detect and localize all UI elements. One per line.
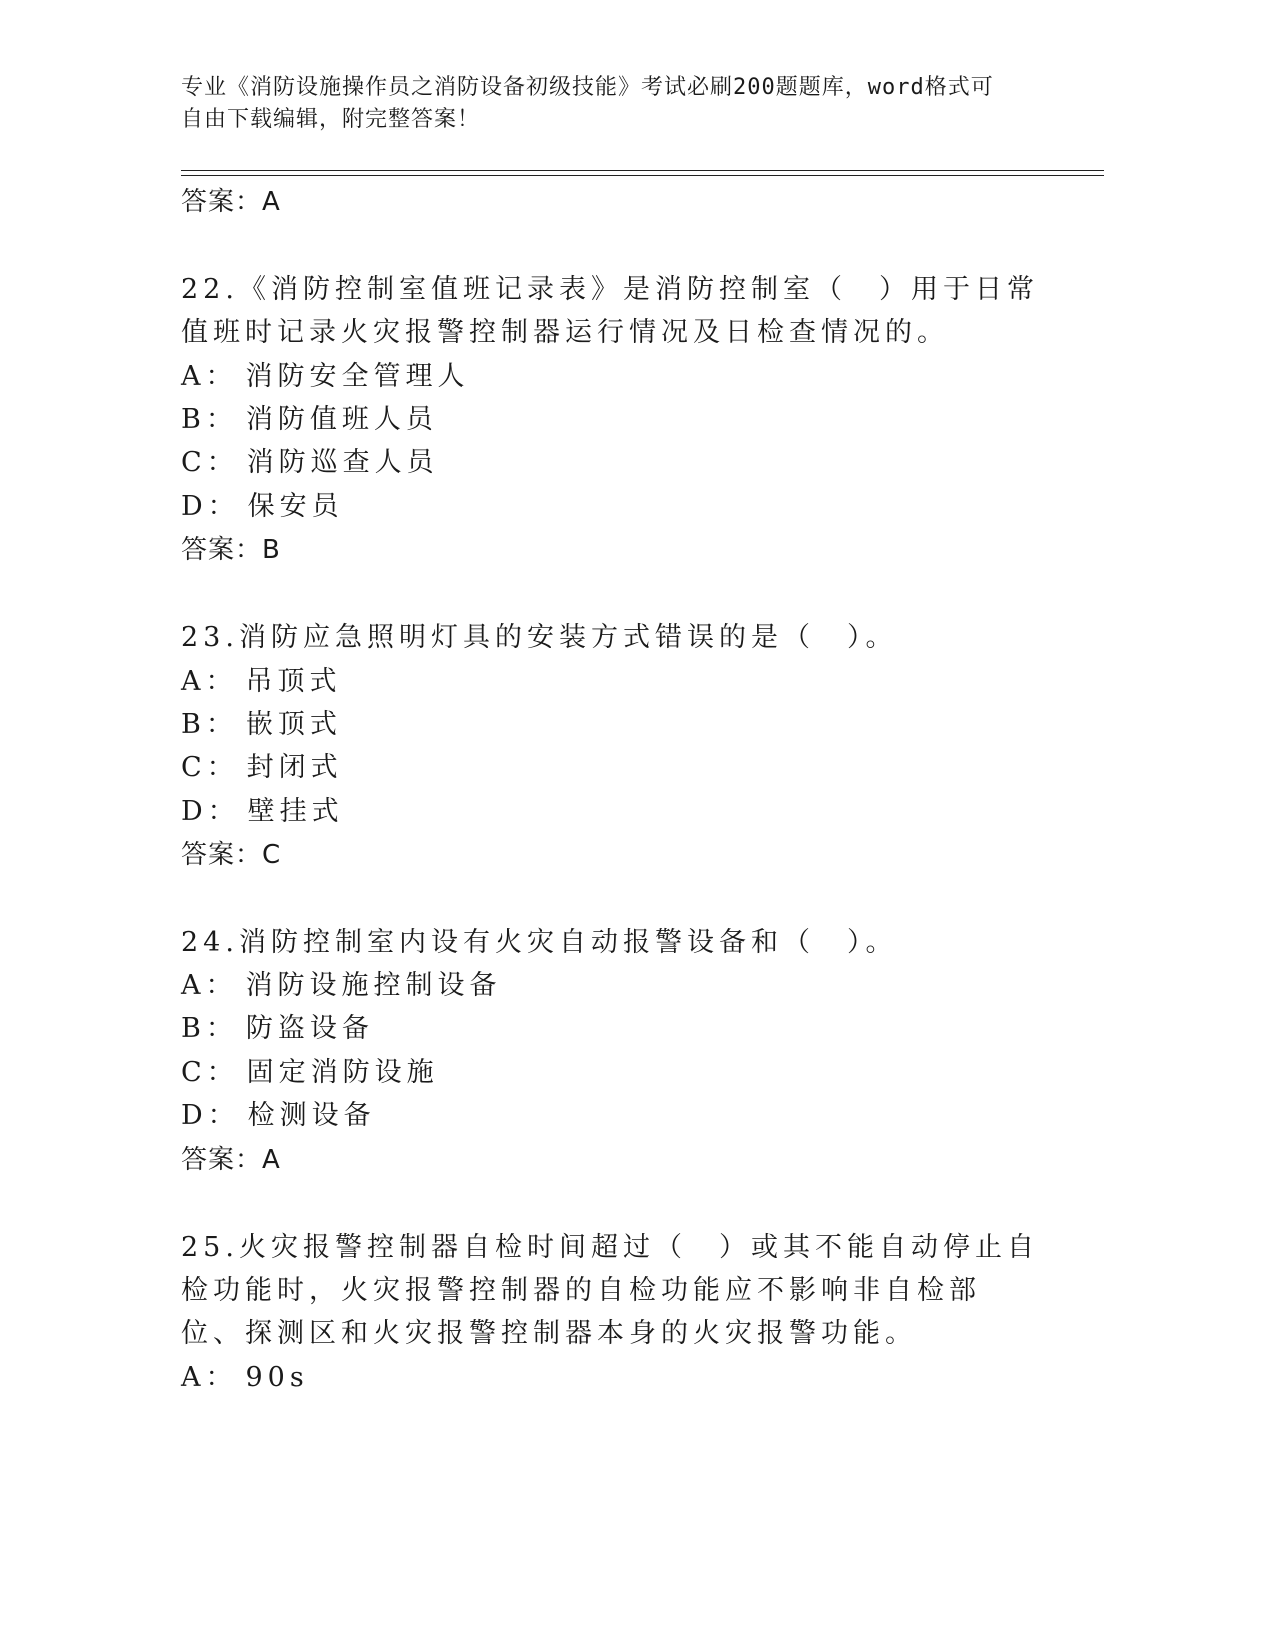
answer-q22: 答案：B (181, 535, 281, 565)
question-23-option-b[interactable] (181, 709, 342, 741)
question-22-option-c[interactable] (181, 447, 439, 479)
question-23-text: 23.消防应急照明灯具的安装方式错误的是（ ）。 (181, 622, 898, 653)
question-23-option-c[interactable] (181, 752, 343, 784)
option-text: 消防设施控制设备 (245, 970, 502, 1001)
option-text: 消防巡查人员 (246, 447, 439, 478)
question-24-option-c[interactable] (181, 1057, 439, 1089)
question-22-option-b[interactable] (181, 404, 438, 436)
question-23-option-a[interactable] (181, 666, 342, 698)
question-25-text: 25.火灾报警控制器自检时间超过（ ）或其不能自动停止自检功能时，火灾报警控制器的自检功能应不影响非自检部位、探测区和火灾报警控制器本身的火灾报警功能。 (181, 1232, 1039, 1349)
question-22-option-a[interactable] (181, 361, 470, 393)
option-key: B： (181, 404, 238, 435)
option-key: D： (181, 491, 240, 522)
option-text: 吊顶式 (245, 666, 342, 697)
question-24-text: 24.消防控制室内设有火灾自动报警设备和（ ）。 (181, 927, 898, 958)
option-text: 消防安全管理人 (245, 361, 470, 392)
option-key: A： (181, 666, 238, 697)
header-rule-top (181, 170, 1104, 171)
answer-q23: 答案：C (181, 840, 282, 870)
option-text: 嵌顶式 (245, 709, 342, 740)
option-key: B： (181, 709, 238, 740)
answer-q21: 答案：A (181, 187, 281, 217)
question-24-option-d[interactable] (181, 1100, 376, 1132)
option-text: 检测设备 (247, 1100, 376, 1131)
answer-q24: 答案：A (181, 1145, 281, 1175)
option-key: A： (181, 970, 238, 1001)
option-key: A： (181, 1362, 238, 1393)
option-key: A： (181, 361, 238, 392)
question-23-option-d[interactable] (181, 796, 344, 828)
option-key: C： (181, 447, 239, 478)
option-key: C： (181, 1057, 239, 1088)
header-line-2: 自由下载编辑，附完整答案！ (181, 107, 481, 132)
option-text: 保安员 (247, 491, 344, 522)
question-22-text: 22.《消防控制室值班记录表》是消防控制室（ ）用于日常值班时记录火灾报警控制器运行情况及日检查情况的。 (181, 274, 1039, 348)
option-key: C： (181, 752, 239, 783)
option-key: B： (181, 1013, 238, 1044)
option-text: 防盗设备 (245, 1013, 374, 1044)
option-text: 90s (245, 1362, 309, 1393)
option-text: 封闭式 (246, 752, 343, 783)
header-rule-bottom (181, 175, 1104, 176)
option-text: 壁挂式 (247, 796, 344, 827)
question-25-option-a[interactable] (181, 1362, 309, 1394)
document-header (181, 72, 1041, 136)
question-22-option-d[interactable] (181, 491, 344, 523)
question-24-option-b[interactable] (181, 1013, 374, 1045)
option-text: 消防值班人员 (245, 404, 438, 435)
option-key: D： (181, 1100, 240, 1131)
question-24-option-a[interactable] (181, 970, 502, 1002)
header-line-1: 专业《消防设施操作员之消防设备初级技能》考试必刷200题题库，word格式可 (181, 75, 994, 100)
option-text: 固定消防设施 (246, 1057, 439, 1088)
option-key: D： (181, 796, 240, 827)
